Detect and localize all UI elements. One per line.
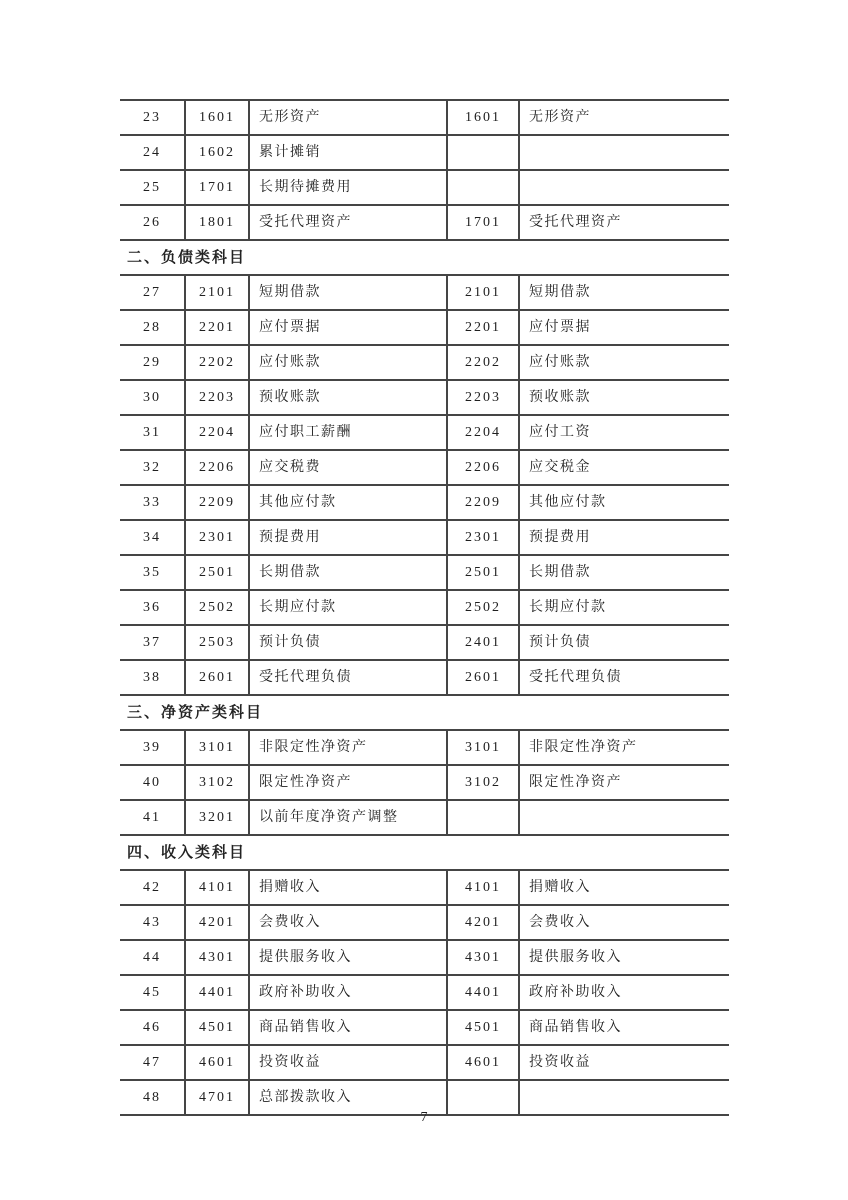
row-number-cell: 47 [143,1055,161,1070]
new-code-cell: 1601 [184,101,248,134]
new-code-cell: 4601 [184,1046,248,1079]
old-code-cell: 2201 [446,311,518,344]
subject-table-container [120,99,729,1116]
new-name-cell: 会费收入 [248,906,446,939]
table-row [120,311,729,346]
new-code-cell: 2206 [184,451,248,484]
row-number-cell: 28 [143,320,161,335]
table-row [120,171,729,206]
row-number-cell: 25 [143,180,161,195]
table-row [120,801,729,836]
row-number-cell: 36 [143,600,161,615]
new-code-cell: 2301 [184,521,248,554]
old-name-cell: 限定性净资产 [518,766,729,799]
old-name-cell: 短期借款 [518,276,729,309]
table-row [120,276,729,311]
account-table [120,729,729,836]
new-code-cell: 2203 [184,381,248,414]
new-name-cell: 商品销售收入 [248,1011,446,1044]
row-number-cell: 27 [143,285,161,300]
row-number-cell: 38 [143,670,161,685]
old-code-cell: 4201 [446,906,518,939]
row-number-cell: 31 [143,425,161,440]
row-number-cell: 23 [143,110,161,125]
old-name-cell: 无形资产 [518,101,729,134]
table-row [120,416,729,451]
account-table [120,99,729,241]
new-name-cell: 应付职工薪酬 [248,416,446,449]
row-number-cell: 37 [143,635,161,650]
new-name-cell: 短期借款 [248,276,446,309]
table-row [120,976,729,1011]
row-number-cell: 34 [143,530,161,545]
old-name-cell: 预计负债 [518,626,729,659]
section-title: 四、收入类科目 [127,845,247,861]
old-name-cell: 提供服务收入 [518,941,729,974]
table-section [120,99,729,241]
table-row [120,206,729,241]
old-code-cell [446,801,518,834]
old-name-cell: 投资收益 [518,1046,729,1079]
old-code-cell: 4501 [446,1011,518,1044]
old-name-cell: 预提费用 [518,521,729,554]
new-name-cell: 累计摊销 [248,136,446,169]
old-code-cell: 2501 [446,556,518,589]
old-name-cell: 受托代理负债 [518,661,729,694]
row-number-cell: 33 [143,495,161,510]
new-code-cell: 1701 [184,171,248,204]
row-number-cell: 42 [143,880,161,895]
table-row [120,556,729,591]
new-name-cell: 受托代理资产 [248,206,446,239]
new-code-cell: 4301 [184,941,248,974]
row-number-cell: 48 [143,1090,161,1105]
row-number-cell: 39 [143,740,161,755]
table-row [120,591,729,626]
old-name-cell: 应付票据 [518,311,729,344]
new-code-cell: 4101 [184,871,248,904]
row-number-cell: 29 [143,355,161,370]
table-row [120,486,729,521]
section-title: 三、净资产类科目 [127,705,264,721]
old-code-cell: 2101 [446,276,518,309]
old-name-cell: 长期借款 [518,556,729,589]
new-code-cell: 3102 [184,766,248,799]
new-name-cell: 长期待摊费用 [248,171,446,204]
table-row [120,451,729,486]
old-code-cell [446,171,518,204]
old-code-cell: 2401 [446,626,518,659]
new-name-cell: 应交税费 [248,451,446,484]
table-row [120,766,729,801]
new-name-cell: 预收账款 [248,381,446,414]
new-name-cell: 受托代理负债 [248,661,446,694]
old-code-cell: 4301 [446,941,518,974]
old-code-cell: 4401 [446,976,518,1009]
new-code-cell: 2204 [184,416,248,449]
old-name-cell: 预收账款 [518,381,729,414]
table-row [120,871,729,906]
old-code-cell: 2209 [446,486,518,519]
account-table [120,274,729,696]
table-row [120,661,729,696]
new-name-cell: 其他应付款 [248,486,446,519]
new-name-cell: 应付票据 [248,311,446,344]
new-name-cell: 投资收益 [248,1046,446,1079]
old-code-cell: 2203 [446,381,518,414]
table-row [120,906,729,941]
table-row [120,1011,729,1046]
table-section [120,696,729,836]
old-name-cell: 应交税金 [518,451,729,484]
new-code-cell: 2503 [184,626,248,659]
old-name-cell: 捐赠收入 [518,871,729,904]
old-code-cell: 4101 [446,871,518,904]
page-number: 7 [420,1110,428,1125]
old-code-cell: 2206 [446,451,518,484]
row-number-cell: 40 [143,775,161,790]
old-name-cell: 非限定性净资产 [518,731,729,764]
old-name-cell [518,171,729,204]
account-table [120,869,729,1116]
new-code-cell: 1602 [184,136,248,169]
new-name-cell: 捐赠收入 [248,871,446,904]
new-code-cell: 2201 [184,311,248,344]
old-name-cell: 其他应付款 [518,486,729,519]
old-code-cell [446,136,518,169]
new-name-cell: 政府补助收入 [248,976,446,1009]
new-code-cell: 4201 [184,906,248,939]
old-name-cell: 应付工资 [518,416,729,449]
new-name-cell: 预计负债 [248,626,446,659]
old-code-cell: 2502 [446,591,518,624]
old-code-cell: 2202 [446,346,518,379]
new-code-cell: 2209 [184,486,248,519]
row-number-cell: 45 [143,985,161,1000]
old-name-cell [518,801,729,834]
row-number-cell: 35 [143,565,161,580]
table-row [120,1046,729,1081]
new-code-cell: 1801 [184,206,248,239]
new-code-cell: 2601 [184,661,248,694]
table-row [120,731,729,766]
section-title: 二、负债类科目 [127,250,247,266]
new-name-cell: 提供服务收入 [248,941,446,974]
table-row [120,941,729,976]
row-number-cell: 41 [143,810,161,825]
old-name-cell: 会费收入 [518,906,729,939]
old-code-cell: 1701 [446,206,518,239]
new-code-cell: 2501 [184,556,248,589]
row-number-cell: 44 [143,950,161,965]
table-row [120,346,729,381]
old-code-cell: 3102 [446,766,518,799]
new-name-cell: 长期借款 [248,556,446,589]
new-name-cell: 总部拨款收入 [248,1081,446,1114]
table-row [120,136,729,171]
old-name-cell: 商品销售收入 [518,1011,729,1044]
new-name-cell: 以前年度净资产调整 [248,801,446,834]
old-name-cell [518,136,729,169]
old-code-cell: 4601 [446,1046,518,1079]
old-name-cell: 长期应付款 [518,591,729,624]
row-number-cell: 26 [143,215,161,230]
new-name-cell: 预提费用 [248,521,446,554]
new-name-cell: 无形资产 [248,101,446,134]
row-number-cell: 46 [143,1020,161,1035]
old-name-cell: 应付账款 [518,346,729,379]
old-code-cell: 2601 [446,661,518,694]
new-code-cell: 2502 [184,591,248,624]
old-code-cell: 3101 [446,731,518,764]
row-number-cell: 30 [143,390,161,405]
new-name-cell: 限定性净资产 [248,766,446,799]
table-row [120,521,729,556]
new-code-cell: 2202 [184,346,248,379]
table-row [120,101,729,136]
table-row [120,626,729,661]
new-code-cell: 4701 [184,1081,248,1114]
new-code-cell: 4401 [184,976,248,1009]
table-section [120,836,729,1116]
old-code-cell: 2204 [446,416,518,449]
table-section [120,241,729,696]
new-name-cell: 长期应付款 [248,591,446,624]
new-code-cell: 3101 [184,731,248,764]
new-name-cell: 非限定性净资产 [248,731,446,764]
new-code-cell: 3201 [184,801,248,834]
row-number-cell: 32 [143,460,161,475]
new-name-cell: 应付账款 [248,346,446,379]
old-name-cell: 政府补助收入 [518,976,729,1009]
old-name-cell: 受托代理资产 [518,206,729,239]
new-code-cell: 4501 [184,1011,248,1044]
row-number-cell: 24 [143,145,161,160]
new-code-cell: 2101 [184,276,248,309]
row-number-cell: 43 [143,915,161,930]
old-code-cell: 2301 [446,521,518,554]
table-row [120,381,729,416]
old-code-cell: 1601 [446,101,518,134]
